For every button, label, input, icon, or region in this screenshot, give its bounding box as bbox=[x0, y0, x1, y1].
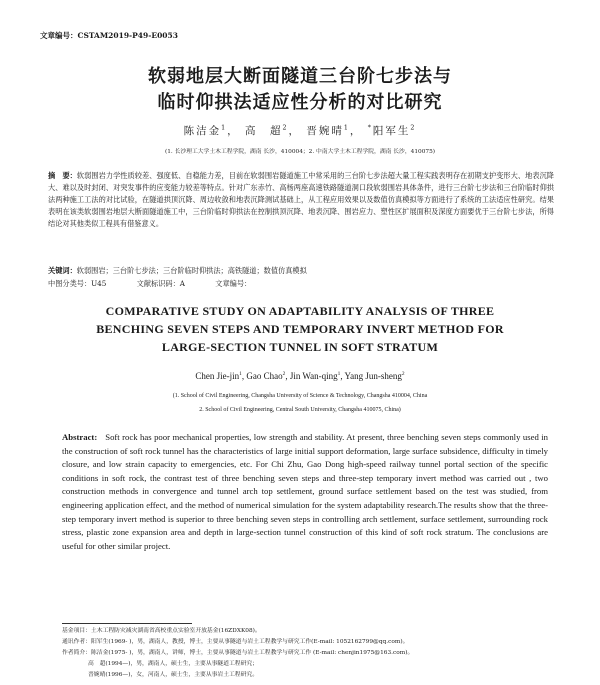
english-affiliation-2: 2. School of Civil Engineering, Central South University, Changsha 410075, China) bbox=[199, 407, 401, 413]
chinese-abstract bbox=[48, 170, 554, 230]
chinese-title-line-2: 临时仰拱法适应性分析的对比研究 bbox=[157, 92, 443, 113]
chinese-authors: 陈洁金$^1$， 高 超$^2$， 晋婉晴$^1$， *阳军生$^2$ bbox=[183, 124, 417, 137]
clc-number: 中图分类号：U45 bbox=[48, 279, 107, 288]
chinese-abstract-text: 软弱围岩力学性质较差、强度低、自稳能力差，目前在软弱围岩隧道施工中常采用的三台阶七步法超大量工程实践表明存在初期支护变形大、地表沉降大、难以及时封闭、对突发事件的应变能力较差等特点。针对广东赤竹、高杨两座高速铁路隧道洞口段软弱围岩具体条件，进行三台阶七步法和三台阶临时仰拱法两种施工工法的对比试验，在隧道拱顶沉降、周边收敛和地表沉降测试基础上，从工程应用效果以及数值仿真模拟等方面进行了系统的工法适应性研究。结果表明在该类软弱围岩地层大断面隧道施工中，三台阶临时仰拱法在控制拱顶沉降、地表沉降、围岩应力、塑性区扩展面积及深度方面要优于三台阶七步法，所得结论对其他类似工程具有借鉴意义。 bbox=[48, 171, 554, 228]
footnote-funding: 基金项目：土木工程防灾减灾湖南省高校重点实验室开放基金(16ZDXK08)。 bbox=[62, 628, 261, 634]
document-code: 文献标识码：A bbox=[136, 279, 185, 288]
corresponding-mark: * bbox=[367, 124, 373, 132]
footnote-corresponding: 通讯作者：阳军生(1969- )，男，湖南人，教授，博士，主要从事隧道与岩土工程教学与研究工作(E-mail: 1052162799@qq.com)。 bbox=[62, 639, 409, 645]
classification-line bbox=[48, 279, 279, 289]
article-number: 文章编号：CSTAM2019-P49-E0053 bbox=[40, 31, 178, 40]
footnote-divider bbox=[62, 623, 192, 624]
chinese-title-line-1: 软弱地层大断面隧道三台阶七步法与 bbox=[148, 66, 452, 87]
english-authors: Chen Jie-jin$^1$, Gao Chao$^2$, Jin Wan-qing$^1$, Yang Jun-sheng$^2$ bbox=[195, 371, 405, 381]
english-abstract bbox=[62, 431, 548, 553]
author-affil-mark: 2 bbox=[282, 124, 289, 132]
english-title-line-1: COMPARATIVE STUDY ON ADAPTABILITY ANALYSIS OF THREE bbox=[105, 304, 495, 318]
author-name: 晋婉晴 bbox=[306, 125, 344, 137]
author-name: 阳军生 bbox=[372, 125, 411, 137]
article-no: 文章编号： bbox=[215, 279, 252, 288]
chinese-keywords bbox=[48, 266, 554, 276]
keywords-text: 软弱围岩；三台阶七步法；三台阶临时仰拱法；高铁隧道；数值仿真模拟 bbox=[76, 266, 307, 275]
english-affiliation-1: (1. School of Civil Engineering, Changsha University of Science & Technology, Changsha 410004, China bbox=[172, 393, 428, 399]
author-affil-mark: 1 bbox=[221, 124, 228, 132]
footnote-author-bio: 高 超(1994—)，男，湖南人，硕士生，主要从事隧道工程研究； bbox=[88, 661, 258, 667]
author-name: Jin Wan-qing bbox=[289, 371, 338, 381]
author-affil-mark: 2 bbox=[282, 371, 286, 377]
author-affil-mark: 1 bbox=[337, 371, 341, 377]
author-name: 陈洁金 bbox=[183, 125, 222, 137]
footnotes bbox=[62, 626, 552, 681]
footnote-author-bio: 晋婉晴(1996—)，女，河南人，硕士生，主要从事岩土工程研究。 bbox=[88, 672, 258, 678]
author-affil-mark: 1 bbox=[343, 124, 350, 132]
author-affil-mark: 2 bbox=[410, 124, 417, 132]
author-name: 高 超 bbox=[244, 125, 283, 137]
author-name: Yang Jun-sheng bbox=[344, 371, 402, 381]
author-affil-mark: 1 bbox=[239, 371, 242, 377]
author-affil-mark: 2 bbox=[401, 371, 405, 377]
footnote-author-bio: 作者简介：陈洁金(1975- )，男，湖南人，讲师，博士，主要从事隧道与岩土工程教学与研究工作 (E-mail: chenjin1975@163.com)。 bbox=[62, 650, 414, 656]
chinese-abstract-label: 摘 要： bbox=[48, 171, 77, 180]
english-title-line-2: BENCHING SEVEN STEPS AND TEMPORARY INVERT METHOD FOR bbox=[96, 322, 504, 336]
english-abstract-text: Soft rock has poor mechanical properties, low strength and stability. At present, three benching seven steps commonly used in the construction of soft rock tunnel has the characteristics of large initial support deformation, large surface subsidence, difficulty in timely closure, and low strain capacity to emergencies, etc. For Chi Zhu, Gao Dong high-speed railway tunnel portal section of the specific conditions in soft rock, the contrast test of three benching seven steps and three-step temporary invert method was carried out , two construction methods in convergence and tunnel arch top settlement, ground surface settlement based on the test was studied, from engineering application effect, and the method of numerical simulation for the system adaptability research.The results show that the three-step temporary invert method is superior to three benching seven steps in controlling arch settlement, surface settlement, surrounding rock stress, plastic zone expansion area and depth in large-section tunnel construction of this kind of soft rock stratum. The conclusions are useful for other similar project. bbox=[62, 432, 548, 551]
chinese-affiliations: (1. 长沙理工大学土木工程学院，湖南 长沙，410004；2. 中南大学土木工程学院，湖南 长沙，410075) bbox=[164, 149, 436, 155]
keywords-label: 关键词： bbox=[48, 266, 77, 275]
english-title-line-3: LARGE-SECTION TUNNEL IN SOFT STRATUM bbox=[161, 340, 439, 354]
author-name: Gao Chao bbox=[246, 371, 283, 381]
author-name: Chen Jie-jin bbox=[195, 371, 240, 381]
english-abstract-label: Abstract: bbox=[62, 432, 98, 442]
